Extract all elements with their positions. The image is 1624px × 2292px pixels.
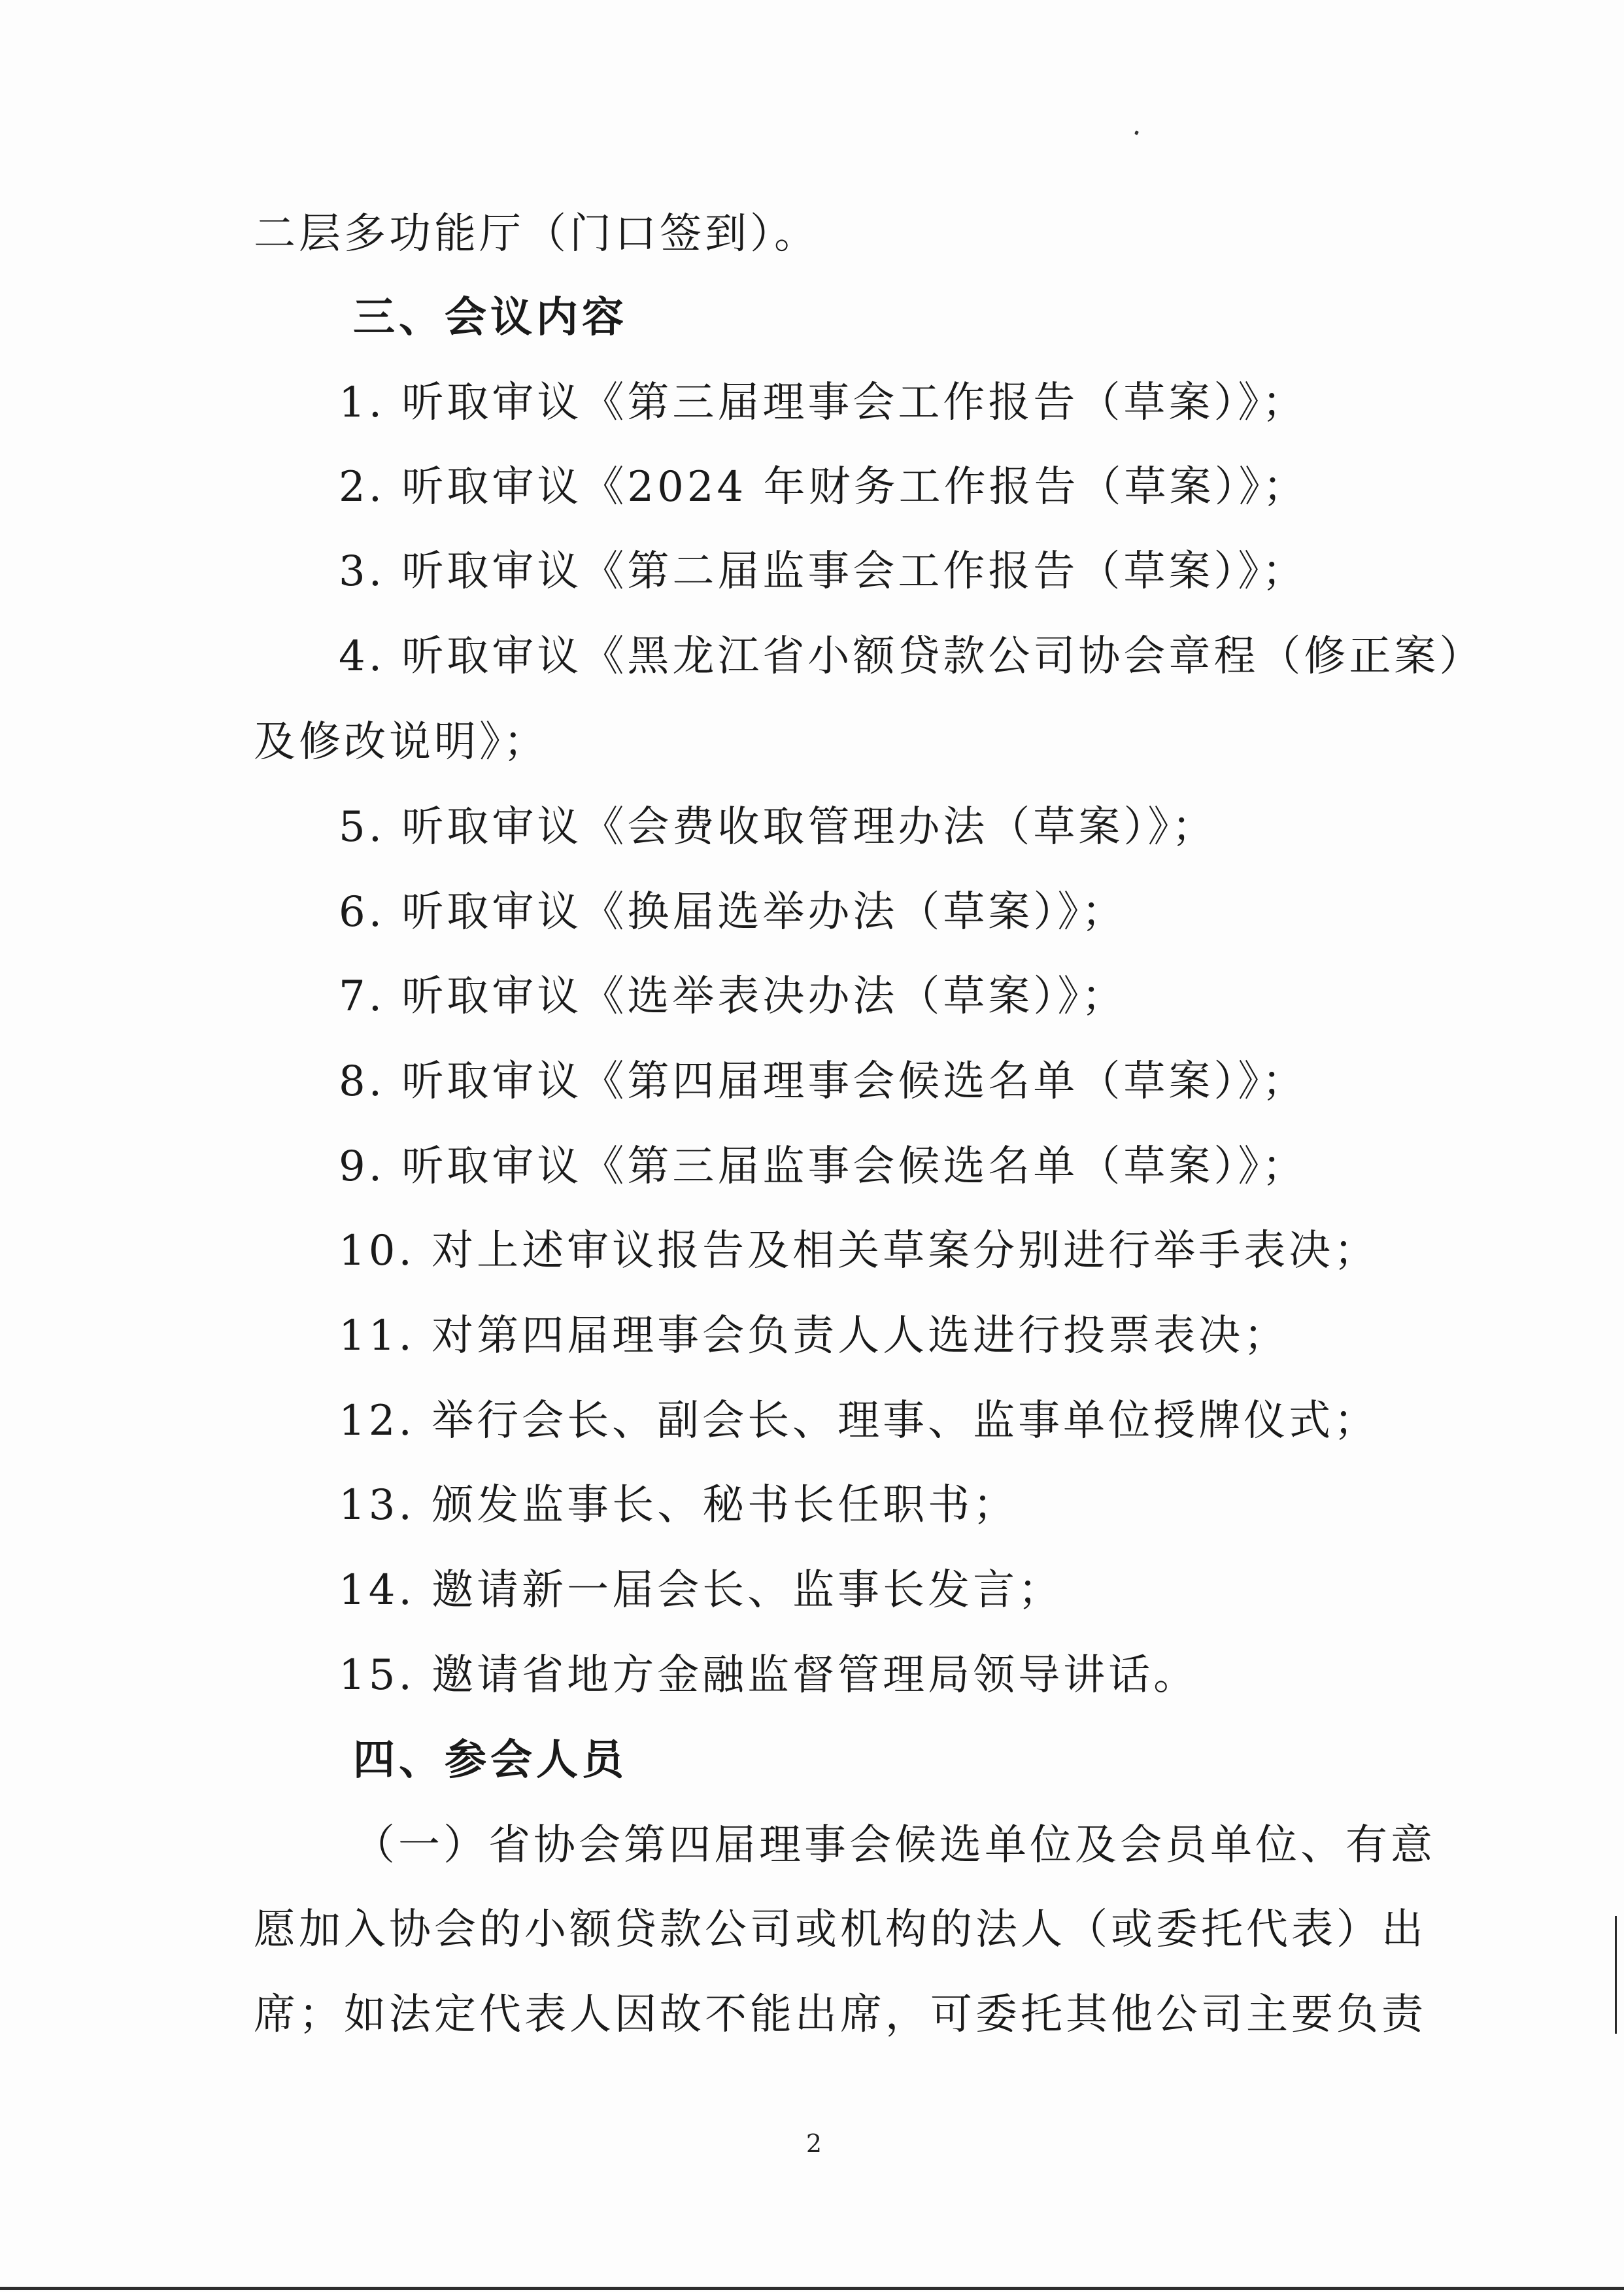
- agenda-item-11: 11. 对第四届理事会负责人人选进行投票表决；: [339, 1312, 1289, 1360]
- agenda-item-5: 5. 听取审议《会费收取管理办法（草案）》；: [339, 803, 1217, 851]
- section-heading-meeting-content: 三、会议内容: [353, 294, 628, 342]
- agenda-item-13: 13. 颁发监事长、秘书长任职书；: [339, 1481, 1019, 1530]
- agenda-item-6: 6. 听取审议《换届选举办法（草案）》；: [339, 888, 1127, 936]
- attendees-paragraph-line-2: 愿加入协会的小额贷款公司或机构的法人（或委托代表）出: [254, 1906, 1427, 1954]
- section-heading-attendees: 四、参会人员: [353, 1736, 628, 1785]
- agenda-item-9: 9. 听取审议《第三届监事会候选名单（草案）》；: [339, 1142, 1308, 1191]
- page-number: 2: [805, 2129, 822, 2158]
- agenda-item-15: 15. 邀请省地方金融监督管理局领导讲话。: [339, 1651, 1199, 1700]
- agenda-item-2: 2. 听取审议《2024 年财务工作报告（草案）》；: [339, 463, 1308, 511]
- agenda-item-12: 12. 举行会长、副会长、理事、监事单位授牌仪式；: [339, 1397, 1379, 1445]
- scan-speck: [1134, 130, 1139, 135]
- attendees-paragraph-line-3: 席；如法定代表人因故不能出席，可委托其他公司主要负责: [254, 1991, 1427, 2039]
- agenda-item-14: 14. 邀请新一届会长、监事长发言；: [339, 1566, 1064, 1615]
- agenda-item-7: 7. 听取审议《选举表决办法（草案）》；: [339, 972, 1127, 1021]
- agenda-item-8: 8. 听取审议《第四届理事会候选名单（草案）》；: [339, 1057, 1308, 1106]
- agenda-item-1: 1. 听取审议《第三届理事会工作报告（草案）》；: [339, 379, 1308, 427]
- attendees-paragraph-line-1: （一）省协会第四届理事会候选单位及会员单位、有意: [353, 1821, 1436, 1870]
- agenda-item-4-line-1: 4. 听取审议《黑龙江省小额贷款公司协会章程（修正案）: [339, 632, 1485, 681]
- scan-edge-mark: [1615, 1916, 1617, 2034]
- agenda-item-10: 10. 对上述审议报告及相关草案分别进行举手表决；: [339, 1227, 1379, 1275]
- agenda-item-4-line-2: 及修改说明》；: [254, 718, 549, 766]
- scan-bottom-border: [0, 2287, 1624, 2290]
- text-line-continuation: 二层多功能厅（门口签到）。: [254, 210, 819, 258]
- agenda-item-3: 3. 听取审议《第二届监事会工作报告（草案）》；: [339, 547, 1308, 596]
